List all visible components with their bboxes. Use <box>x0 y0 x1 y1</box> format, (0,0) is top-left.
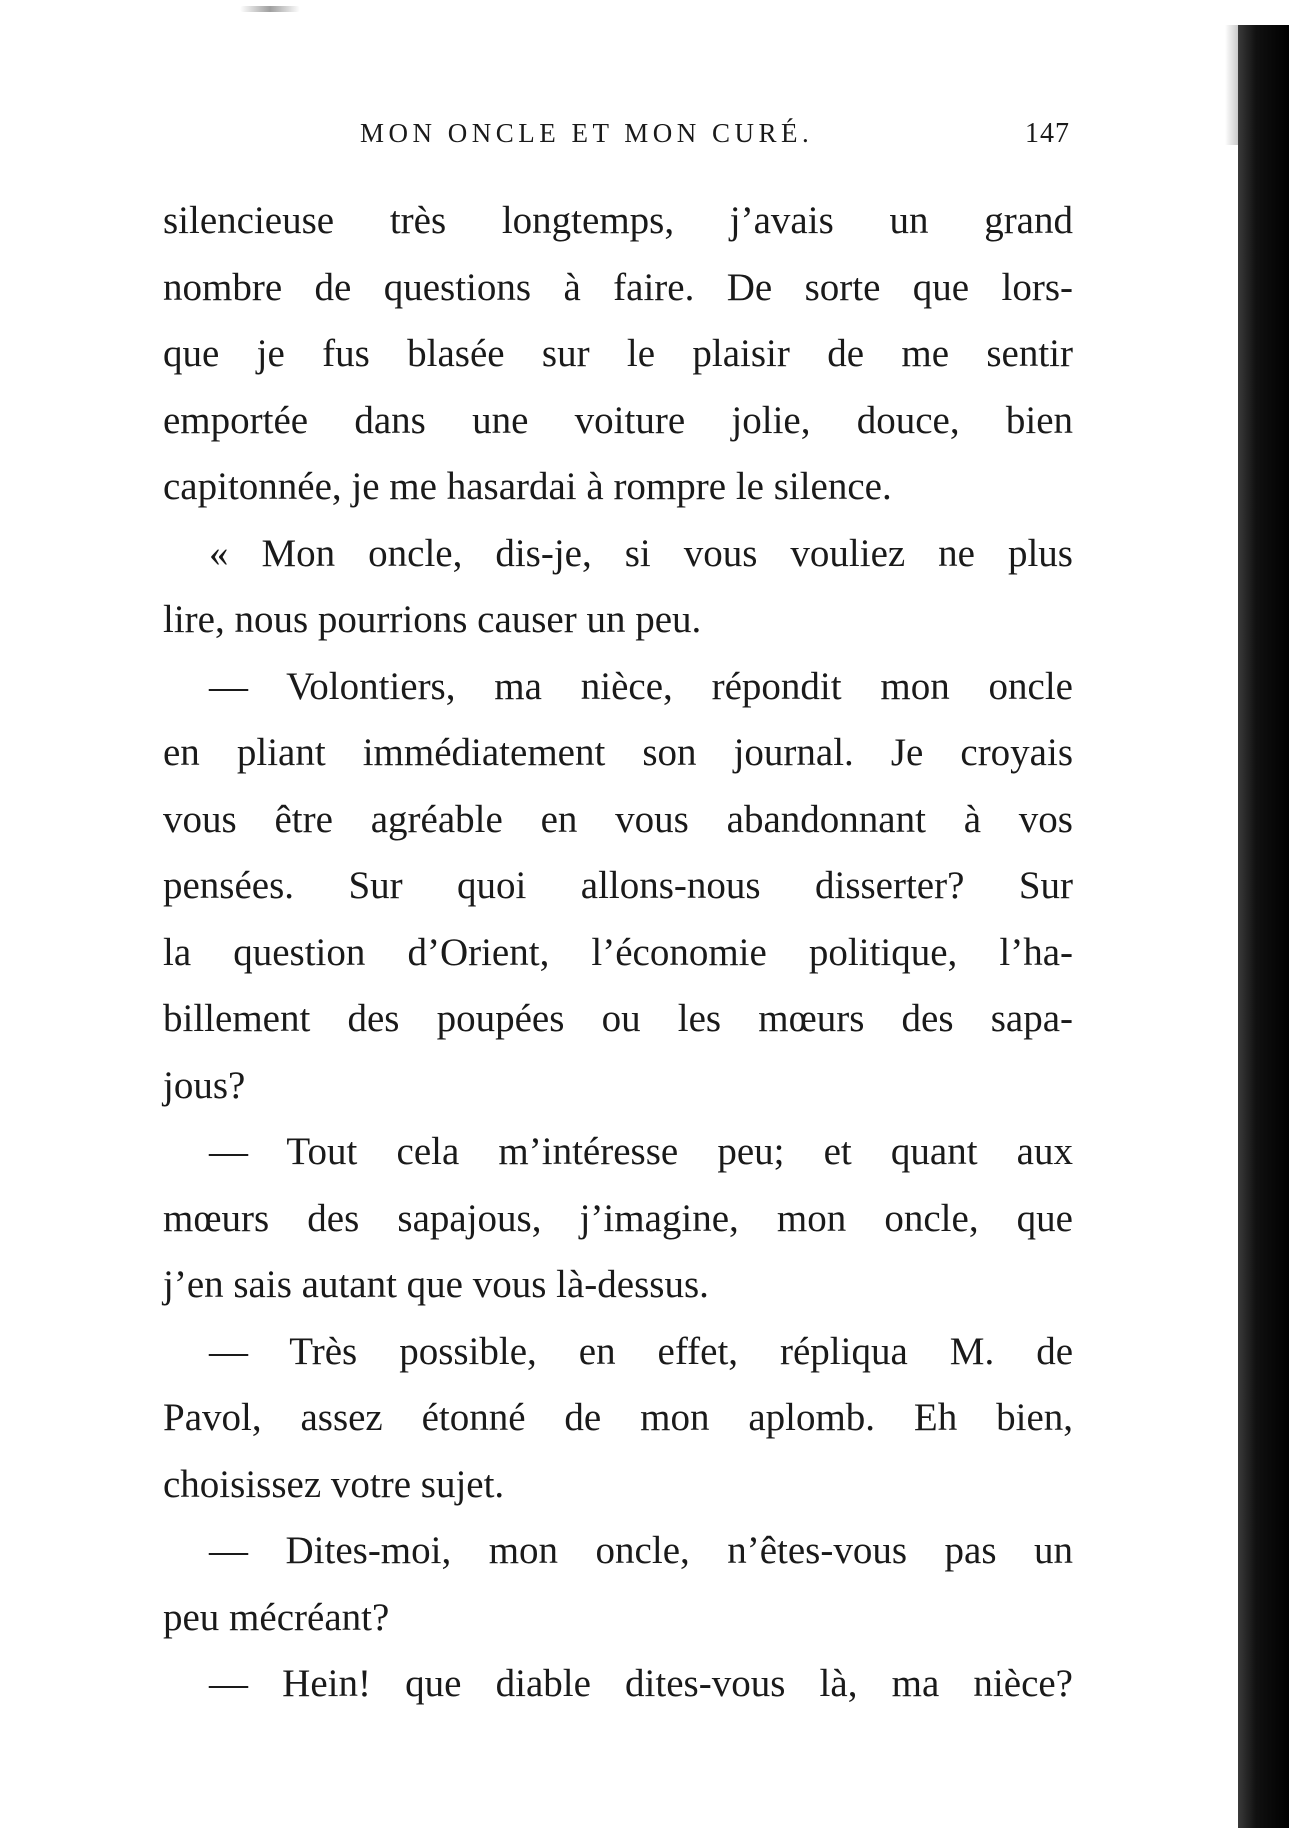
text-line: la question d’Orient, l’économie politique, l’ha- <box>163 930 1073 974</box>
running-head <box>165 118 1070 158</box>
text-line: nombre de questions à faire. De sorte que lors- <box>163 265 1073 309</box>
text-line: — Tout cela m’intéresse peu; et quant aux <box>209 1130 1073 1173</box>
text-line: — Très possible, en effet, répliqua M. de <box>209 1329 1073 1373</box>
text-line: — Dites-moi, mon oncle, n’êtes-vous pas un <box>209 1529 1073 1572</box>
text-line: — Hein! que diable dites-vous là, ma nièce? <box>209 1662 1073 1705</box>
text-line: vous être agréable en vous abandonnant à vos <box>163 797 1073 841</box>
text-line: mœurs des sapajous, j’imagine, mon oncle, que <box>163 1196 1073 1240</box>
text-line: en pliant immédiatement son journal. Je croyais <box>163 731 1073 774</box>
text-line: « Mon oncle, dis-je, si vous vouliez ne plus <box>209 531 1073 575</box>
text-line: pensées. Sur quoi allons-nous disserter? Sur <box>163 864 1073 907</box>
text-line: choisissez votre sujet. <box>163 1462 505 1506</box>
text-line: jous? <box>163 1063 246 1107</box>
binding-gutter <box>1238 25 1289 1828</box>
text-line: Pavol, assez étonné de mon aplomb. Eh bien, <box>163 1396 1073 1439</box>
body-text <box>163 188 1073 1718</box>
text-line: peu mécréant? <box>163 1595 390 1639</box>
text-line: j’en sais autant que vous là-dessus. <box>163 1263 709 1306</box>
text-line: — Volontiers, ma nièce, répondit mon oncle <box>209 664 1073 708</box>
text-line: emportée dans une voiture jolie, douce, bien <box>163 398 1073 442</box>
text-line: lire, nous pourrions causer un peu. <box>163 598 702 641</box>
text-line: que je fus blasée sur le plaisir de me sentir <box>163 332 1073 375</box>
page-number: 147 <box>1025 118 1070 149</box>
text-line: billement des poupées ou les mœurs des sapa- <box>163 997 1073 1040</box>
text-line: silencieuse très longtemps, j’avais un grand <box>163 199 1073 242</box>
running-title: MON ONCLE ET MON CURÉ. <box>360 118 814 148</box>
text-line: capitonnée, je me hasardai à rompre le silence. <box>163 465 892 508</box>
scan-smudge <box>240 6 300 12</box>
